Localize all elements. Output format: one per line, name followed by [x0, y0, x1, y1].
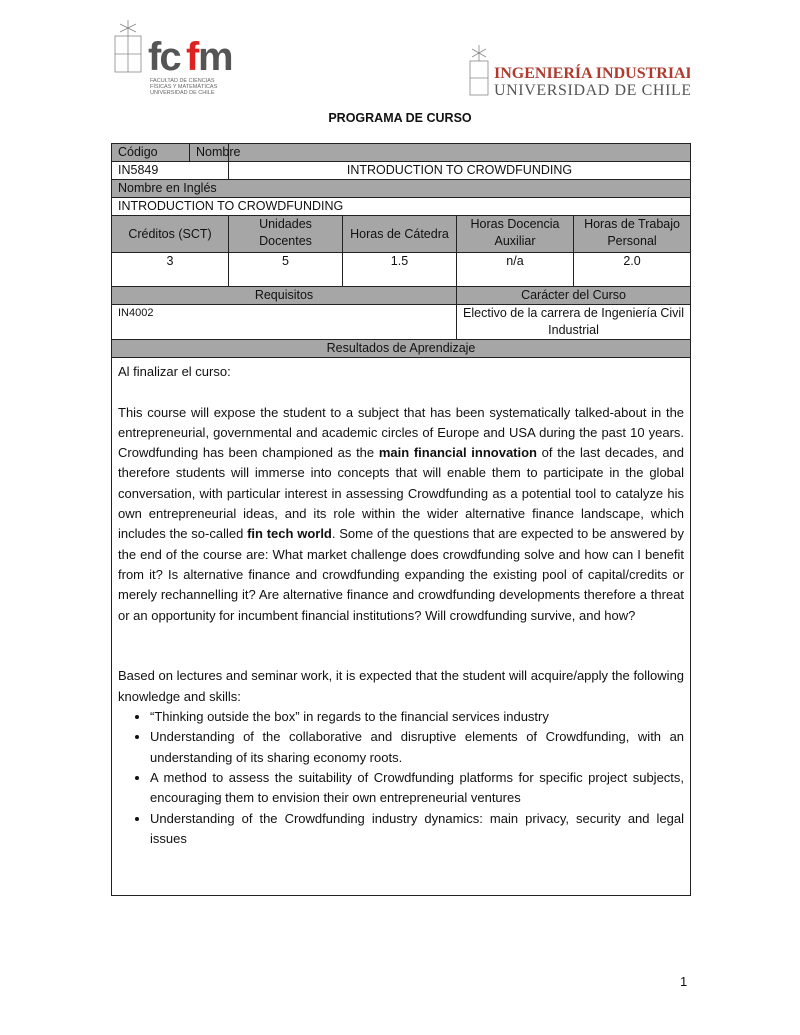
svg-text:FÍSICAS Y MATEMÁTICAS: FÍSICAS Y MATEMÁTICAS — [150, 84, 218, 90]
caracter-value: Electivo de la carrera de Ingeniería Civil Industrial — [457, 305, 691, 340]
page-title: PROGRAMA DE CURSO — [328, 111, 472, 125]
course-description: This course will expose the student to a subject that has been systematically talked-about in the entrepreneurial, governmental and academic circles of Europe and USA during the past 10 years. Crowdfunding has been championed as the main financial innovation of the last decades, and therefore students will immerse into concepts that will enable them to participate in the global conversation, with particular interest in assessing Crowdfunding as a potential tool to catalyze his own entrepreneurial ideas, and its role within the wider alternative finance landscape, which includes the so-called fin tech world. Some of the questions that are expected to be answered by the end of the course are: What market challenge does crowdfunding solve and how can I benefit from it? Is alternative finance and crowdfunding expanding the existing pool of capital/credits or merely rechannelling it? Are alternative finance and crowdfunding developments therefore a threat or an opportunity for incumbent financial institutions? Will crowdfunding survive, and how? — [118, 404, 685, 623]
requisitos-label: Requisitos — [112, 287, 457, 305]
codigo-value: IN5849 — [112, 162, 229, 180]
value-horas-personal: 2.0 — [574, 253, 691, 287]
requisitos-value: IN4002 — [112, 305, 457, 340]
page-number: 1 — [680, 974, 688, 989]
svg-text:fc: fc — [148, 35, 180, 79]
svg-text:m: m — [198, 35, 234, 79]
skills-list — [118, 707, 684, 849]
list-item: • Understanding of the Crowdfunding industry dynamics: main privacy, security and legal issues — [150, 809, 684, 850]
svg-text:UNIVERSIDAD DE CHILE: UNIVERSIDAD DE CHILE — [494, 82, 690, 97]
fcfm-logo — [112, 18, 237, 100]
svg-text:FACULTAD DE CIENCIAS: FACULTAD DE CIENCIAS — [150, 78, 215, 84]
intro-text: Al finalizar el curso: — [118, 364, 231, 379]
value-creditos: 3 — [112, 253, 229, 287]
course-table — [111, 143, 691, 896]
nombre-ingles-value: INTRODUCTION TO CROWDFUNDING — [112, 198, 691, 216]
header-creditos: Créditos (SCT) — [112, 216, 229, 253]
header-unidades: Unidades Docentes — [229, 216, 343, 253]
svg-text:INGENIERÍA INDUSTRIAL: INGENIERÍA INDUSTRIAL — [494, 65, 690, 82]
codigo-label: Código — [112, 144, 229, 162]
value-unidades: 5 — [229, 253, 343, 287]
svg-text:UNIVERSIDAD DE CHILE: UNIVERSIDAD DE CHILE — [150, 90, 215, 96]
header-horas-personal: Horas de Trabajo Personal — [574, 216, 691, 253]
caracter-label: Carácter del Curso — [457, 287, 691, 305]
list-item: • “Thinking outside the box” in regards to the financial services industry — [150, 707, 684, 727]
value-horas-auxiliar: n/a — [457, 253, 574, 287]
nombre-label: Nombre — [189, 144, 240, 161]
resultados-body — [112, 358, 691, 896]
list-item: • Understanding of the collaborative and disruptive elements of Crowdfunding, with an understanding of its sharing economy roots. — [150, 727, 684, 768]
nombre-ingles-label: Nombre en Inglés — [112, 180, 691, 198]
svg-text:f: f — [186, 35, 200, 79]
resultados-label: Resultados de Aprendizaje — [112, 340, 691, 358]
header-horas-catedra: Horas de Cátedra — [343, 216, 457, 253]
ingenieria-industrial-logo — [468, 45, 690, 97]
header-horas-auxiliar: Horas Docencia Auxiliar — [457, 216, 574, 253]
skills-intro: Based on lectures and seminar work, it is expected that the student will acquire/apply the following knowledge and skills: — [118, 668, 685, 704]
value-horas-catedra: 1.5 — [343, 253, 457, 287]
nombre-value: INTRODUCTION TO CROWDFUNDING — [229, 162, 691, 180]
list-item: • A method to assess the suitability of Crowdfunding platforms for specific project subjects, encouraging them to envision their own entrepreneurial ventures — [150, 768, 684, 809]
